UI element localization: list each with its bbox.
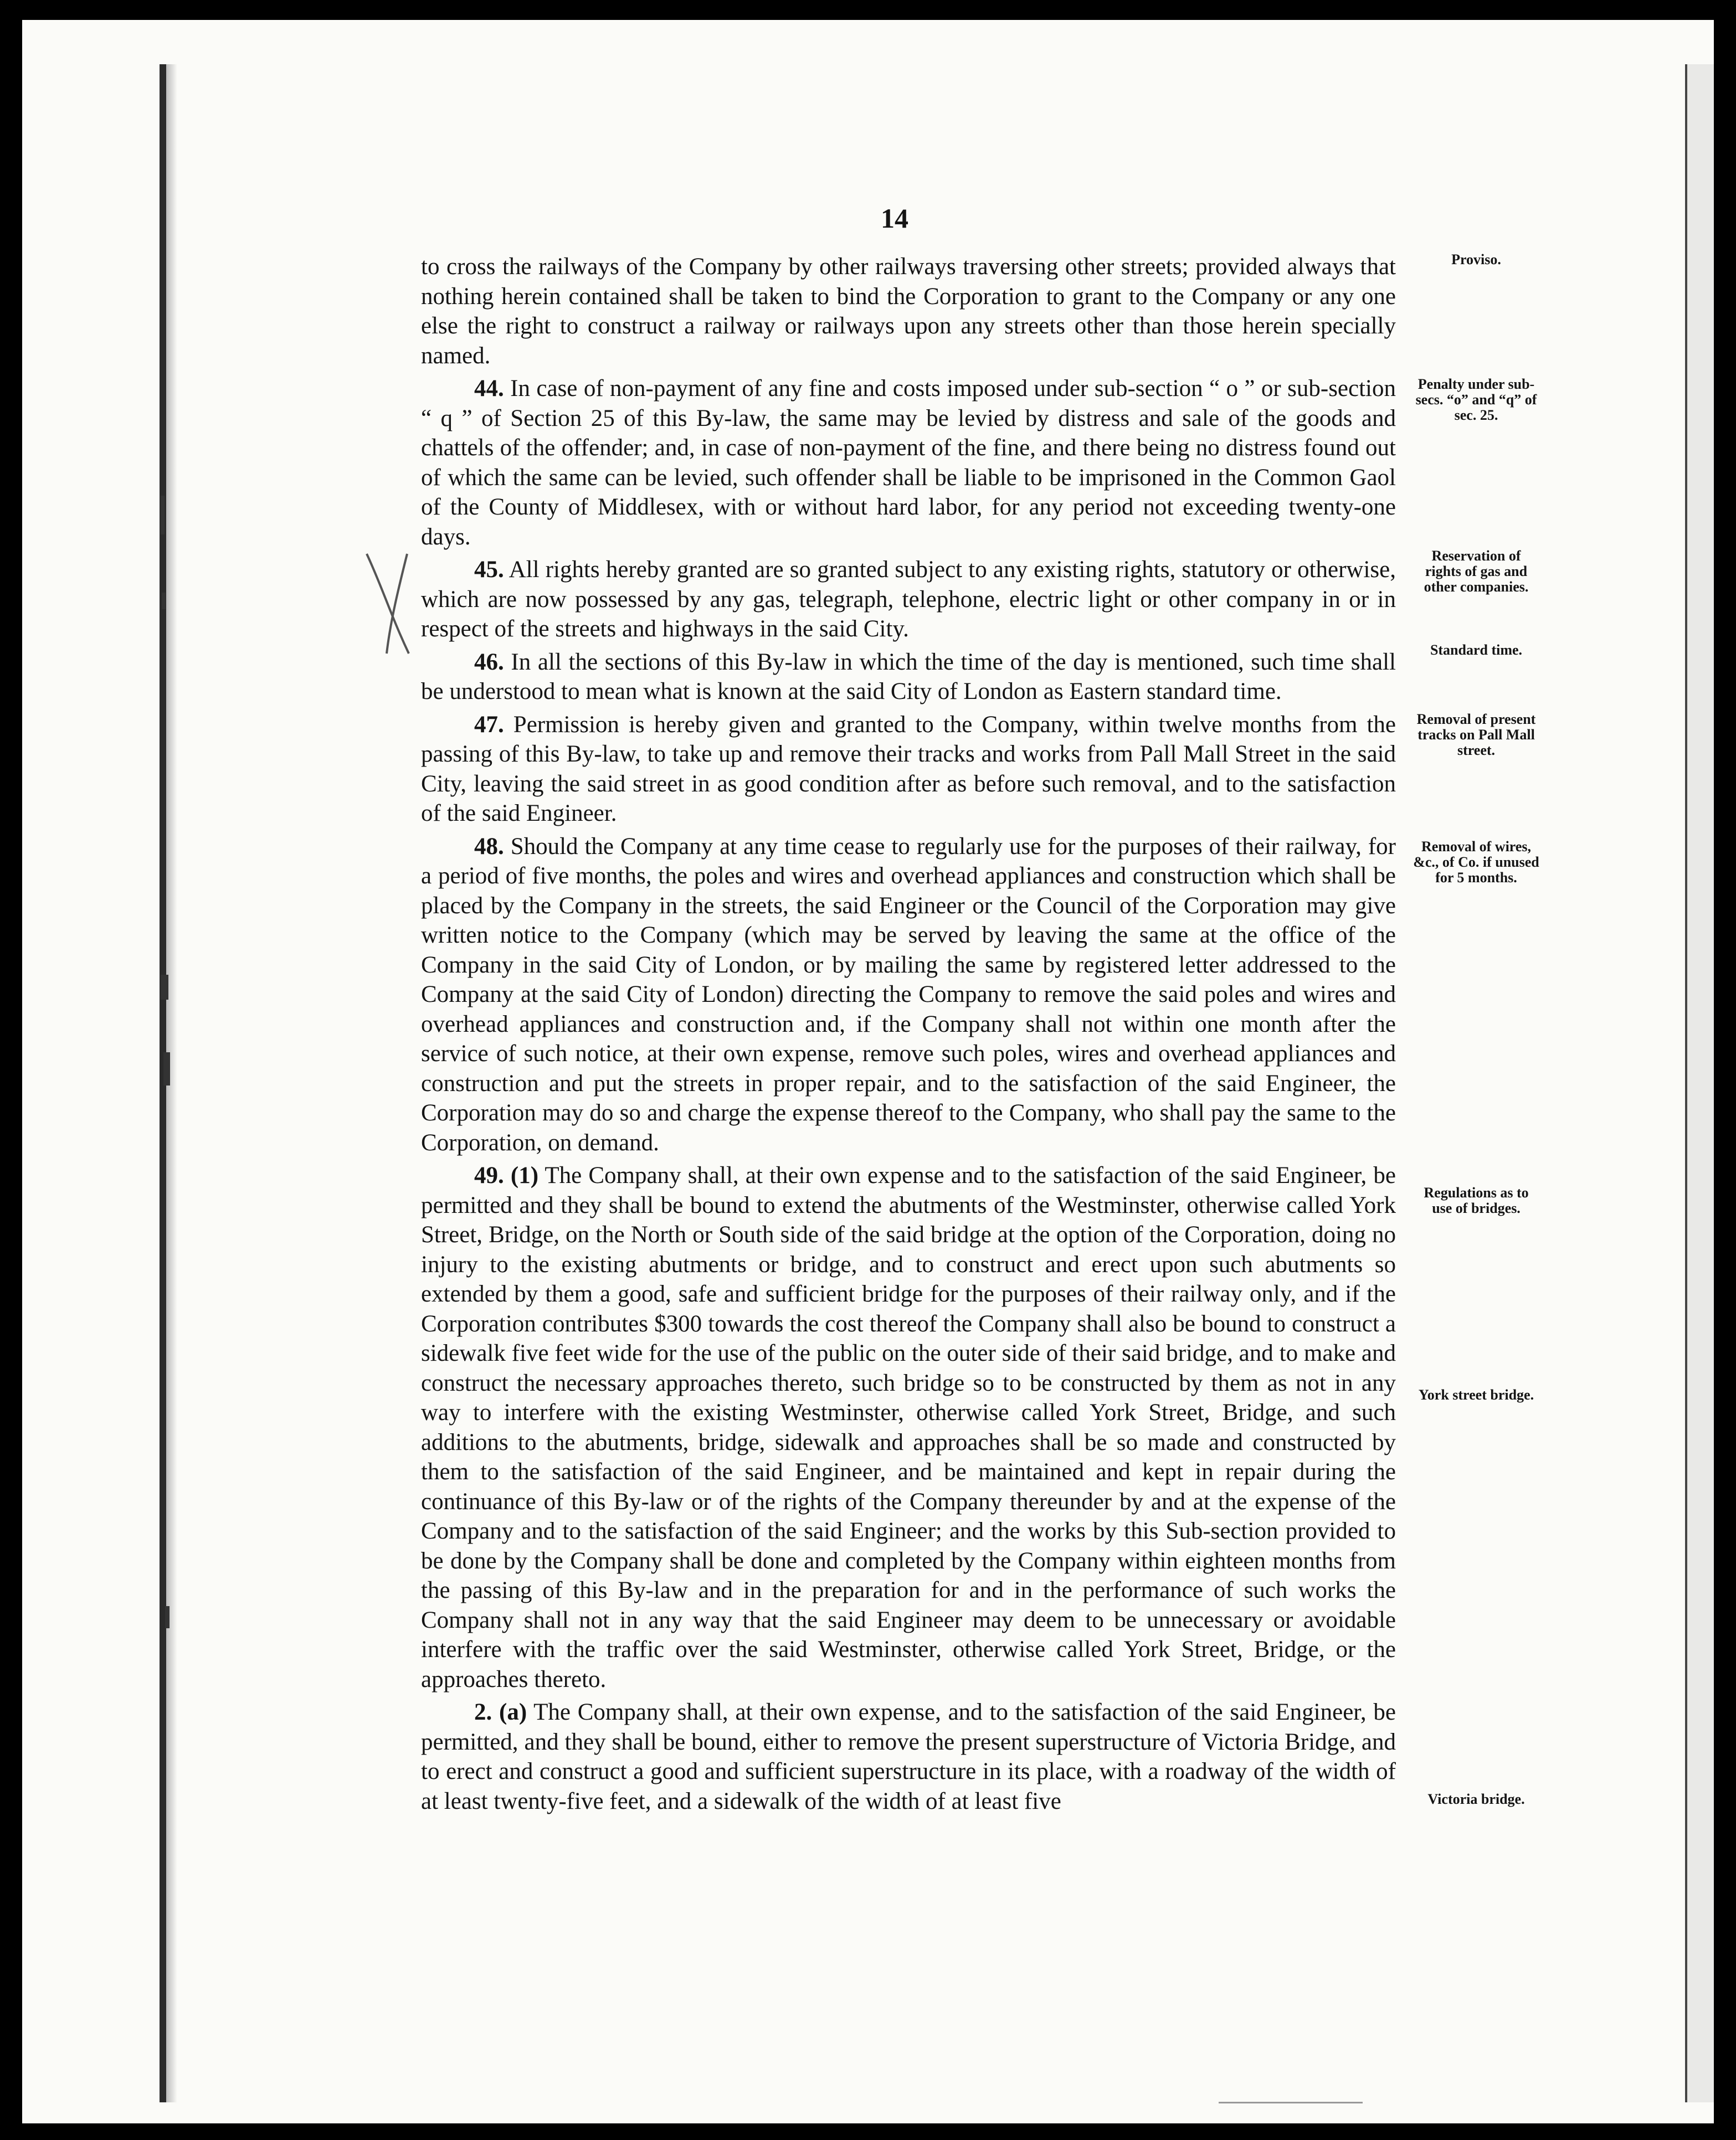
paragraph-text: Permission is hereby given and granted to the Company, within twelve months from the passing of this By-law, to take up and remove their tracks and works from Pall Mall Street in the said City, leaving the said street in as good condition after as before such removal, and to the satisfaction of the said Engineer. bbox=[421, 711, 1396, 826]
section-number: 45. bbox=[474, 557, 504, 583]
margin-note-york-street: York street bridge. bbox=[1418, 1387, 1534, 1403]
margin-note-standard-time: Standard time. bbox=[1430, 642, 1523, 658]
paragraph-text: to cross the railways of the Company by other railways traversing other streets; provided always that nothing herein contained shall be taken to bind the Corporation to grant to the Company or any one else the right to construct a railway or railways upon any streets other than those herein specially named. bbox=[421, 254, 1396, 369]
section-number: 2. (a) bbox=[474, 1699, 527, 1725]
margin-note-reservation: Reservation of rights of gas and other companies. bbox=[1424, 548, 1529, 595]
paragraph-text: In case of non-payment of any fine and costs imposed under sub-section “ o ” or sub-section “ q ” of Section 25 of this By-law, the same may be levied by distress and sale of the goods and chattels of the offender; and, in case of non-payment of the fine, and there being no distress found out of which the same can be levied, such offender shall be liable to be imprisoned in the Common Gaol of the County of Middlesex, with or without hard labor, for any period not exceeding twenty-one days. bbox=[421, 375, 1396, 550]
page-number: 14 bbox=[881, 203, 908, 234]
section-number: 46. bbox=[474, 649, 504, 675]
section-47 bbox=[421, 710, 1396, 829]
section-49-1 bbox=[421, 1161, 1396, 1694]
paragraph-text: All rights hereby granted are so granted subject to any existing rights, statutory or otherwise, which are now possessed by any gas, telegraph, telephone, electric light or other company in or in respect of the streets and highways in the said City. bbox=[421, 557, 1396, 642]
margin-note-removal-wires: Removal of wires, &c., of Co. if unused for 5 months. bbox=[1413, 838, 1539, 886]
margin-note-proviso: Proviso. bbox=[1451, 251, 1501, 268]
margin-note-penalty: Penalty under sub-secs. “o” and “q” of sec. 25. bbox=[1415, 376, 1537, 423]
paragraph-text: The Company shall, at their own expense, and to the satisfaction of the said Engineer, be permitted, and they shall be bound, either to remove the present superstructure of Victoria Bridge, and to erect and construct a good and sufficient superstructure in its place, with a roadway of the width of at least twenty-five feet, and a sidewalk of the width of at least five bbox=[421, 1699, 1396, 1814]
section-number: 47. bbox=[474, 711, 504, 738]
section-number: 49. (1) bbox=[474, 1162, 539, 1189]
section-45 bbox=[421, 555, 1396, 644]
paragraph-text: Should the Company at any time cease to regularly use for the purposes of their railway, for a period of five months, the poles and wires and overhead appliances and construction which shall be placed by the Company in the streets, the said Engineer or the Council of the Corporation may give written notice to the Company (which may be served by leaving the same at the office of the Company in the said City of London, or by mailing the same by registered letter addressed to the Company at the said City of London) directing the Company to remove the said poles and wires and overhead appliances and construction and, if the Company shall not within one month after the service of such notice, at their own expense, remove such poles, wires and overhead appliances and construction and put the streets in proper repair, and to the satisfaction of the said Engineer, the Corporation may do so and charge the expense thereof to the Company, who shall pay the same to the Corporation, on demand. bbox=[421, 833, 1396, 1156]
body-text bbox=[421, 252, 1396, 1816]
section-46 bbox=[421, 647, 1396, 707]
section-number: 48. bbox=[474, 833, 504, 860]
margin-note-removal-tracks: Removal of present tracks on Pall Mall street. bbox=[1416, 711, 1536, 758]
section-44 bbox=[421, 374, 1396, 552]
margin-note-victoria: Victoria bridge. bbox=[1427, 1791, 1525, 1807]
section-48 bbox=[421, 832, 1396, 1158]
paragraph-text: The Company shall, at their own expense and to the satisfaction of the said Engineer, be permitted and they shall be bound to extend the abutments of the Westminster, otherwise called York Street, Bridge, on the North or South side of the said bridge at the option of the Corporation, doing no injury to the existing abutments or bridge, and to construct and erect upon such abutments so extended by them a good, safe and sufficient bridge for the purposes of their railway only, and if the Corporation contributes $300 towards the cost thereof the Company shall also be bound to construct a sidewalk five feet wide for the use of the public on the outer side of their said bridge, and to make and construct the necessary approaches thereto, such bridge so to be constructed by them as not in any way to interfere with the existing Westminster, otherwise called York Street, Bridge, and such additions to the abutments, bridge, sidewalk and approaches shall be so made and constructed by them to the satisfaction of the said Engineer, and be maintained and kept in repair during the continuance of this By-law or of the rights of the Company thereunder by and at the expense of the Company and to the satisfaction of the said Engineer; and the works by this Sub-section provided to be done by the Company shall be done and completed by the Company within eighteen months from the passing of this By-law and in the preparation for and in the performance of such works the Company shall not in any way that the said Engineer may deem to be unnecessary or avoidable interfere with the traffic over the said Westminster, otherwise called York Street, Bridge, or the approaches thereto. bbox=[421, 1162, 1396, 1693]
margin-note-bridges: Regulations as to use of bridges. bbox=[1424, 1185, 1529, 1216]
paragraph-continued bbox=[421, 252, 1396, 371]
paragraph-text: In all the sections of this By-law in which the time of the day is mentioned, such time shall be understood to mean what is known at the said City of London as Eastern standard time. bbox=[421, 649, 1396, 704]
section-number: 44. bbox=[474, 375, 504, 402]
section-49-2a bbox=[421, 1697, 1396, 1816]
